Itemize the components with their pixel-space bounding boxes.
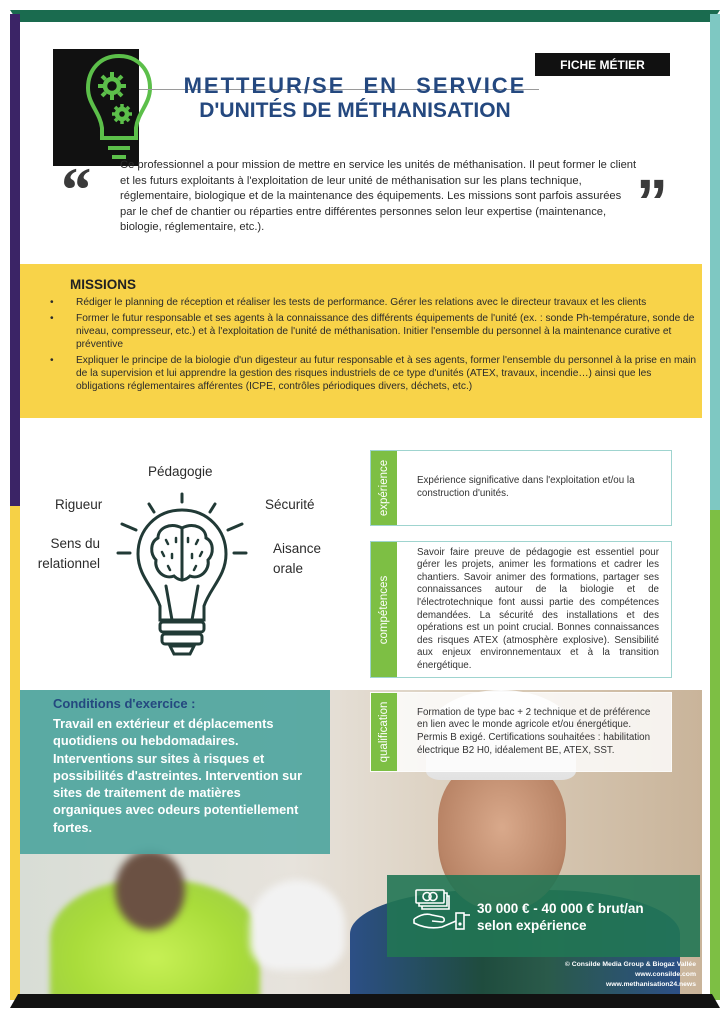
quality-rigueur: Rigueur <box>55 497 103 512</box>
open-quote-icon: “ <box>58 154 90 225</box>
card-tab-competences: compétences <box>371 542 397 677</box>
hand-money-icon <box>412 887 472 933</box>
quality-securite: Sécurité <box>265 497 315 512</box>
bullet-icon: • <box>50 313 54 324</box>
conditions-text: Travail en extérieur et déplacements quotidiens ou hebdomadaires. Interventions sur sites à risques et possibilités d'astreintes. Intervention sur sites de traitement de matières organiques avec odeurs potentiellement fortes. <box>53 716 303 835</box>
conditions-panel <box>20 690 330 854</box>
card-qualification-text: Formation de type bac + 2 technique et de préférence en lien avec le monde agricole et/ou énergétique. Permis B exigé. Certifications souhaitées : habilitation électrique B2 H0, idéalement BE, ATEX, SST. <box>417 706 651 756</box>
credits-website-1[interactable]: www.consilde.com <box>635 971 696 978</box>
frame-right-border-green <box>710 510 720 1000</box>
mission-item: • Rédiger le planning de réception et réaliser les tests de performance. Gérer les relations avec le directeur travaux et les clients <box>50 297 647 308</box>
mission-item: • Expliquer le principe de la biologie d'un digesteur au futur responsable et à ses agents, former l'ensemble du personnel à la prise en main de la supervision et lui apprendre la gestion des risques industriels de ce type d'unités (ATEX, travaux, incendie…) ainsi que les obligations réglementaires afférentes (ICPE, contrôles périodiques divers, déchets, etc.) <box>50 355 697 392</box>
page-title-line1: METTEUR/SE EN SERVICE <box>183 73 527 98</box>
missions-title: MISSIONS <box>70 277 137 292</box>
quality-pedagogie: Pédagogie <box>148 464 213 479</box>
frame-bottom-border <box>10 994 720 1008</box>
card-competences-text: Savoir faire preuve de pédagogie est essentiel pour gérer les projets, animer les formations et cadrer les chantiers. Savoir animer des formations, partager ses connaissances autour de la biologie et de l'électrotechnique font aussi partie des compétences demandées. La sécurité des installations et des opérations est un point crucial. Bonnes connaissances des risques ATEX (atmosphère explosive). Sensibilité aux enjeux environnementaux et à la transition énergétique. <box>417 546 659 671</box>
blurred-helmet <box>250 880 345 970</box>
fiche-metier-badge: FICHE MÉTIER <box>535 53 670 76</box>
card-tab-qualification: qualification <box>371 693 397 771</box>
quality-aisance-orale: Aisance orale <box>273 541 322 576</box>
close-quote-icon: ” <box>636 166 668 238</box>
salary-text <box>477 900 644 934</box>
page-title-line2: D'UNITÉS DE MÉTHANISATION <box>199 99 511 122</box>
frame-top-border <box>10 10 720 22</box>
missions-list <box>50 296 700 396</box>
salary-panel <box>387 875 700 957</box>
quality-sens-relationnel: Sens du relationnel <box>37 536 100 571</box>
lightbulb-brain-icon <box>110 488 250 660</box>
frame-left-border-purple <box>10 14 20 506</box>
frame-right-border-teal <box>710 14 720 510</box>
lightbulb-gears-icon <box>84 52 154 164</box>
salary-range: 30 000 € - 40 000 € brut/an <box>477 901 644 916</box>
credits <box>565 960 696 990</box>
frame-left-border-yellow <box>10 506 20 1000</box>
credits-website-2[interactable]: www.methanisation24.news <box>605 981 696 988</box>
bullet-icon: • <box>50 297 54 308</box>
conditions-title: Conditions d'exercice : <box>53 696 196 711</box>
card-competences <box>370 541 672 678</box>
card-qualification <box>370 692 672 772</box>
credits-copyright: © Consilde Media Group & Biogaz Vallée <box>564 961 696 968</box>
bullet-icon: • <box>50 355 54 366</box>
card-experience-text: Expérience significative dans l'exploitation et/ou la construction d'unités. <box>417 475 635 499</box>
intro-paragraph: Ce professionnel a pour mission de mettre en service les unités de méthanisation. Il peut former le client et les futurs exploitants à l'exploitation de leur unité de méthanisation sur les plans technique, réglementaire, biologique et de la maintenance des équipements. Les missions sont parfois assurées par le chef de chantier ou réparties entre différentes personnes selon leur expertise (maintenance, biologie, réglementaire, etc.). <box>120 159 637 233</box>
card-experience <box>370 450 672 526</box>
blurred-worker-head <box>115 850 185 930</box>
salary-note: selon expérience <box>477 918 587 933</box>
missions-section <box>20 264 702 418</box>
card-tab-experience: expérience <box>371 451 397 525</box>
mission-item: • Former le futur responsable et ses agents à la connaissance des différents équipements de l'unité (ex. : sonde Ph-température, sonde de niveau, compresseur, etc.) et à l'exploitation de l'unité de méthanisation. Initier l'ensemble du personnel à la maintenance curative et préventive <box>50 313 695 350</box>
